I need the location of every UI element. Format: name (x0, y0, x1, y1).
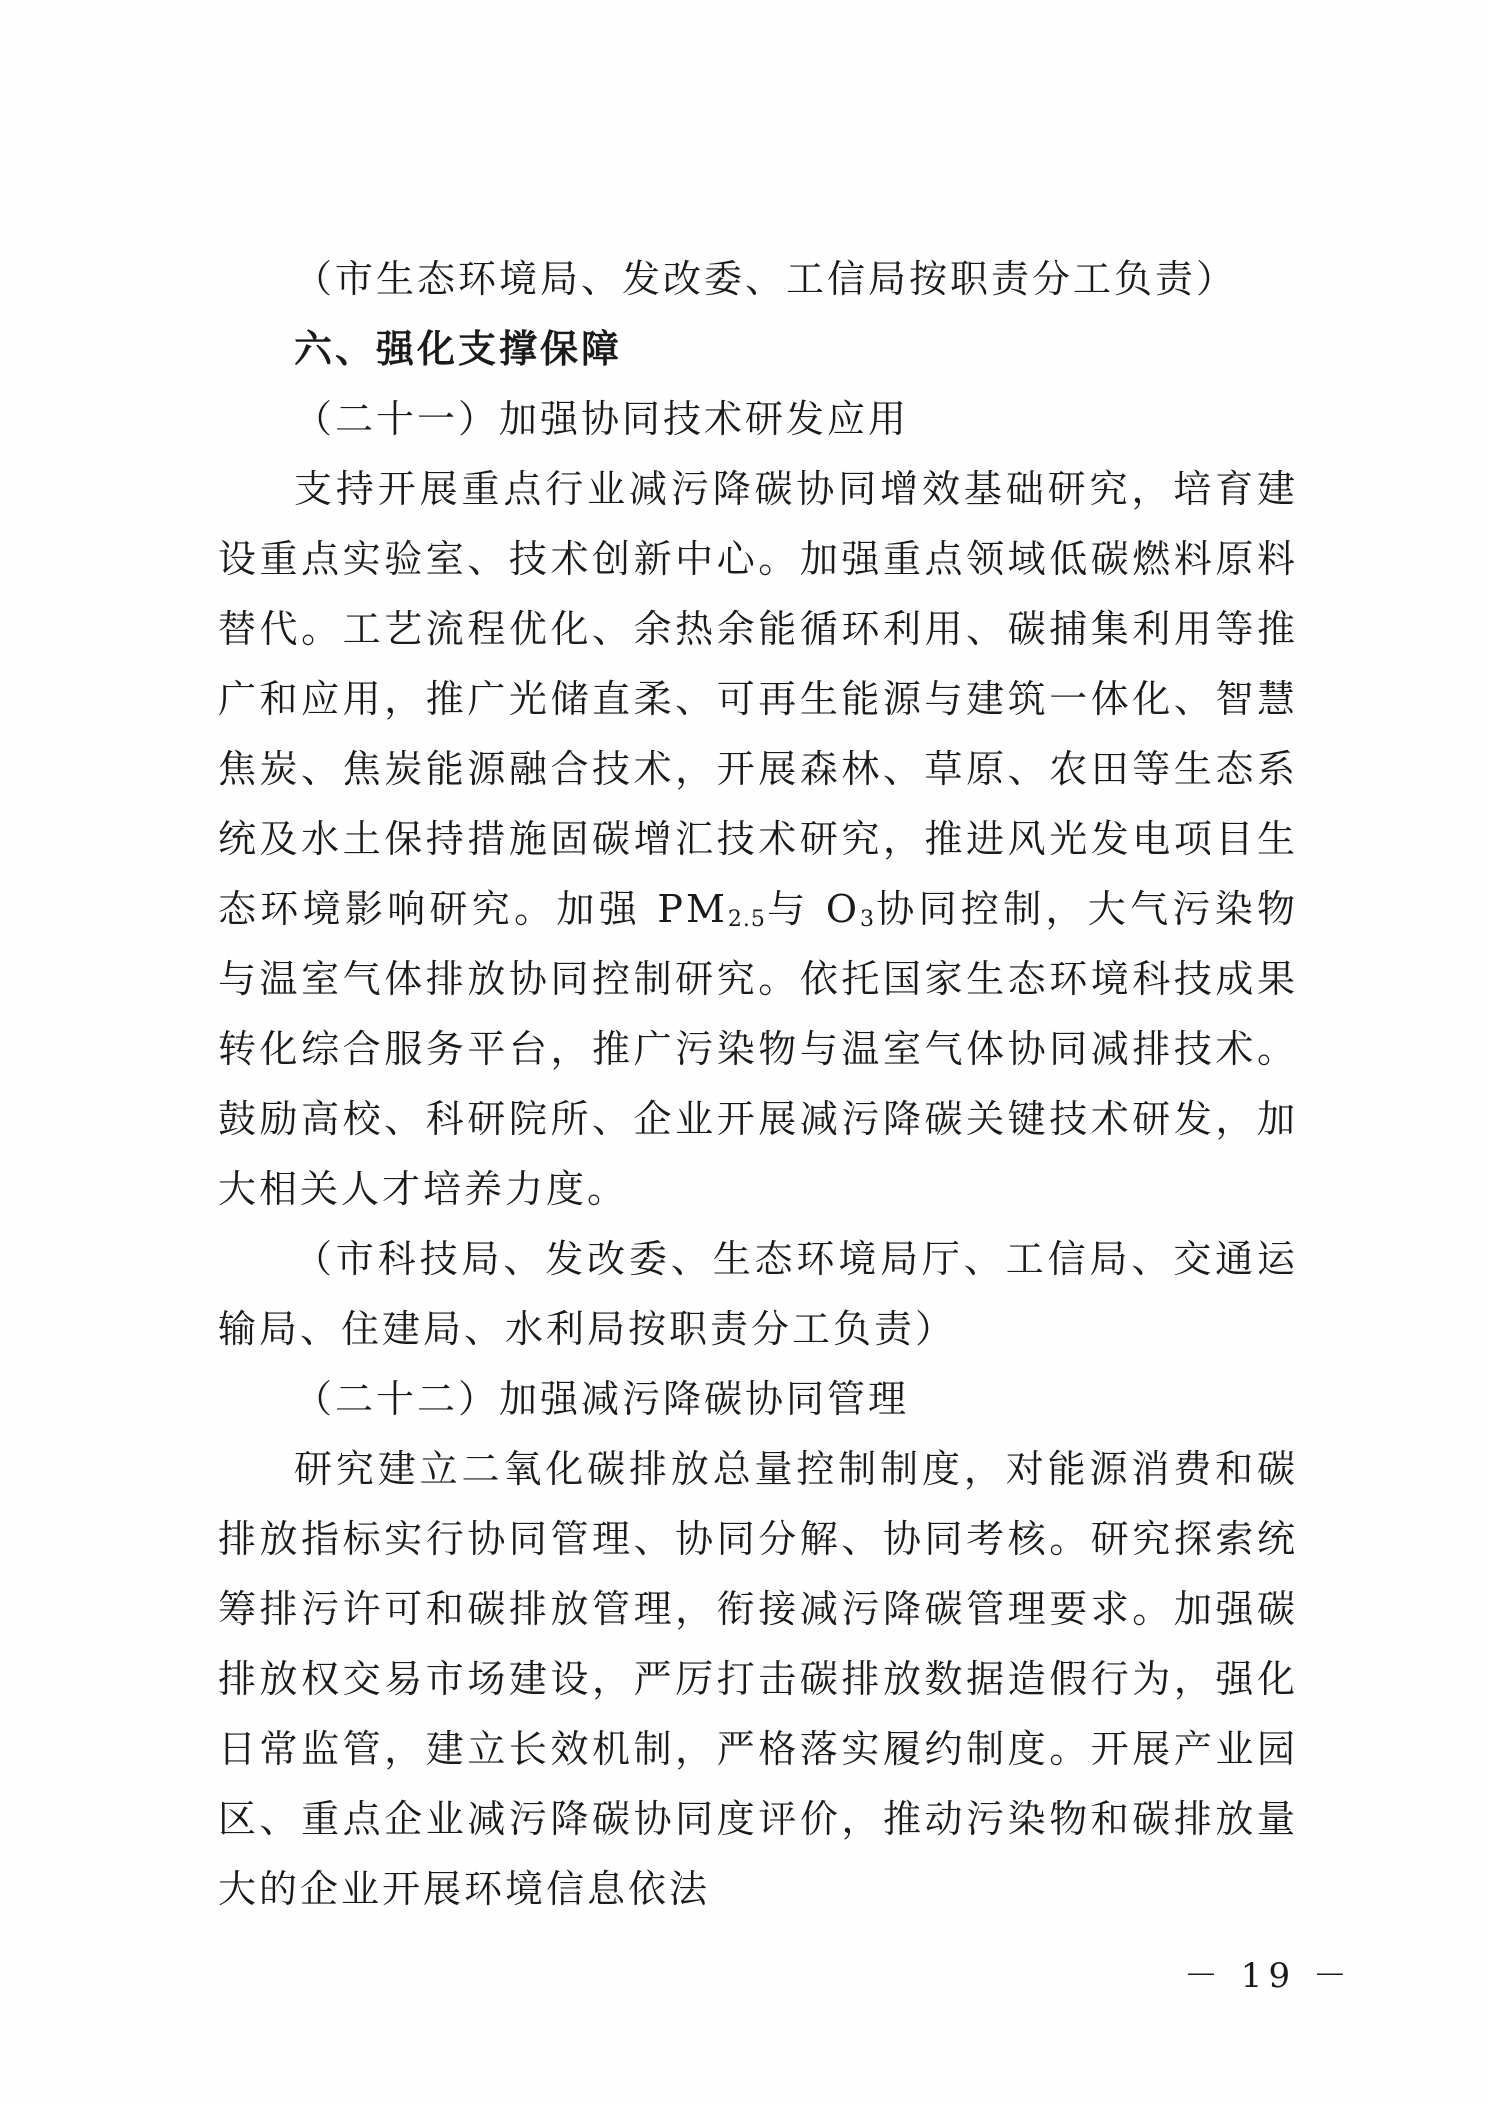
subsection-title-22: （二十二）加强减污降碳协同管理 (294, 1377, 910, 1421)
paragraph-text: 支持开展重点行业减污降碳协同增效基础研究，培育建设重点实验室、技术创新中心。加强重点领域低碳燃料原料替代。工艺流程优化、余热余能循环利用、碳捕集利用等推广和应用，推广光储直柔、可再生能源与建筑一体化、智慧焦炭、焦炭能源融合技术，开展森林、草原、农田等生态系统及水土保持措施固碳增汇技术研究，推进风光发电项目生态环境影响研究。加强 PM (218, 467, 1298, 931)
body-paragraph-21 (218, 454, 1298, 1224)
paragraph-text: 协同控制，大气污染物与温室气体排放协同控制研究。依托国家生态环境科技成果转化综合服务平台，推广污染物与温室气体协同减排技术。鼓励高校、科研院所、企业开展减污降碳关键技术研发，加大相关人才培养力度。 (218, 887, 1298, 1211)
document-body (218, 244, 1298, 1924)
paragraph-text: 与 O (765, 887, 860, 931)
responsibility-note-21: （市科技局、发改委、生态环境局厅、工信局、交通运输局、住建局、水利局按职责分工负责） (218, 1237, 1298, 1351)
responsibility-note-1: （市生态环境局、发改委、工信局按职责分工负责） (294, 257, 1238, 301)
subsection-title-21: （二十一）加强协同技术研发应用 (294, 397, 910, 441)
page-number: － 19 － (1184, 1956, 1353, 1996)
subscript-text: 2.5 (727, 907, 766, 932)
section-title-6: 六、强化支撑保障 (294, 327, 623, 371)
subscript-text: 3 (860, 907, 875, 932)
body-paragraph-22: 研究建立二氧化碳排放总量控制制度，对能源消费和碳排放指标实行协同管理、协同分解、协同考核。研究探索统筹排污许可和碳排放管理，衔接减污降碳管理要求。加强碳排放权交易市场建设，严厉打击碳排放数据造假行为，强化日常监管，建立长效机制，严格落实履约制度。开展产业园区、重点企业减污降碳协同度评价，推动污染物和碳排放量大的企业开展环境信息依法 (218, 1447, 1298, 1911)
